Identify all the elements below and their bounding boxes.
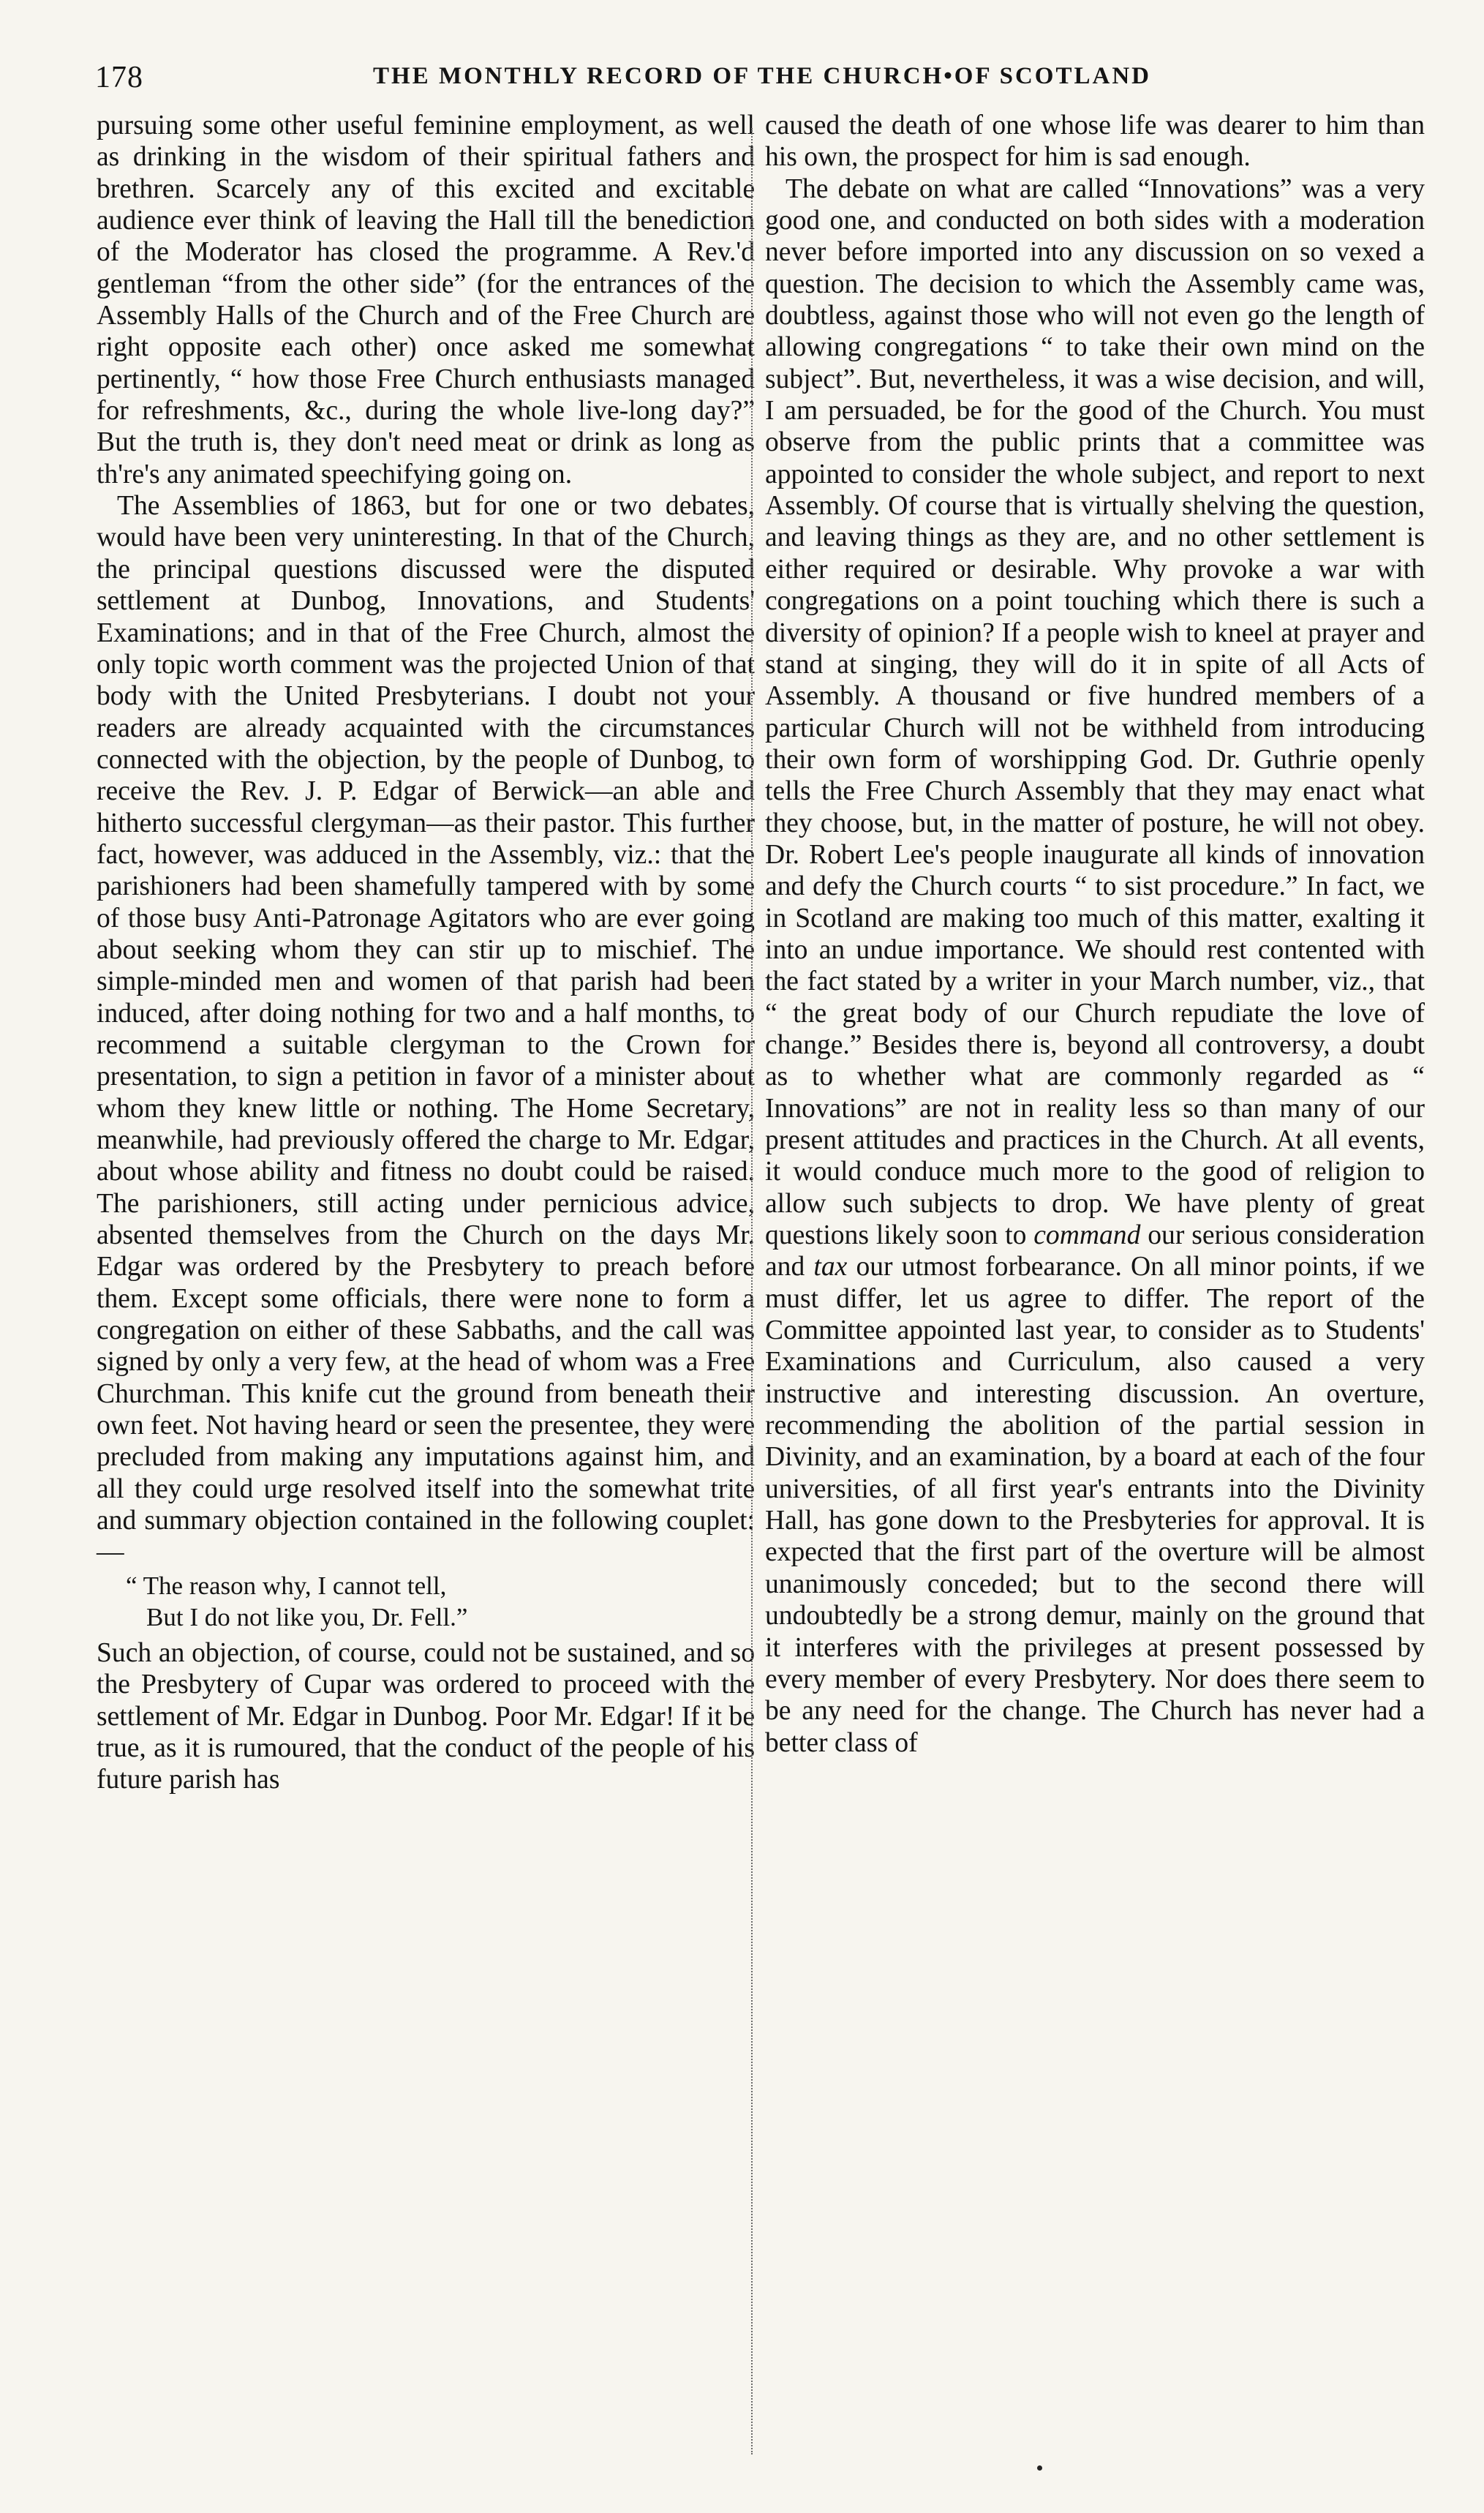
running-title: THE MONTHLY RECORD OF THE CHURCH•OF SCOTLAND xyxy=(373,63,1151,89)
italic-word: tax xyxy=(813,1252,848,1282)
paragraph: caused the death of one whose life was dearer to him than his own, the prospect for him is sad enough. xyxy=(765,110,1425,173)
paragraph-text: The debate on what are called “Innovations” was a very good one, and conducted on both sides with a moderation never before imported into any discussion on so vexed a question. The decision to which the Assembly came was, doubtless, against those who will not even go the length of allowing congregations “ to take their own mind on the subject”. But, nevertheless, it was a wise decision, and will, I am persuaded, be for the good of the Church. You must observe from the public prints that a committee was appointed to consider the whole subject, and report to next Assembly. Of course that is virtually shelving the question, and leaving things as they are, and no other settlement is either required or desirable. Why provoke a war with congregations on a point touching which there is such a diversity of opinion? If a people wish to kneel at prayer and stand at singing, they will do it in spite of all Acts of Assembly. A thousand or five hundred members of a particular Church will not be withheld from introducing their own form of worshipping God. Dr. Guthrie openly tells the Free Church Assembly that they may enact what they choose, but, in the matter of posture, he will not obey. Dr. Robert Lee's people inaugurate all kinds of innovation and defy the Church courts “ to sist procedure.” In fact, we in Scotland are making too much of this matter, exalting it into an undue importance. We should rest contented with the fact stated by a writer in your March number, viz., that “ the great body of our Church repudiate the love of change.” Besides there is, beyond all controversy, a doubt as to whether what are commonly regarded as “ Innovations” are not in reality less so than many of our present attitudes and practices in the Church. At all events, it would conduce much more to the good of religion to allow such subjects to drop. We have plenty of great questions likely soon to xyxy=(765,173,1425,1251)
italic-word: command xyxy=(1033,1220,1141,1251)
paragraph: pursuing some other useful feminine employment, as well as drinking in the wisdom of their spiritual fathers and brethren. Scarcely any of this excited and excitable audience ever think of leaving the Hall till the benediction of the Moderator has closed the programme. A Rev.'d gentleman “from the other side” (for the entrances of the Assembly Halls of the Church and of the Free Church are right opposite each other) once asked me somewhat pertinently, “ how those Free Church enthusiasts managed for refreshments, &c., during the whole live-long day?” But the truth is, they don't need meat or drink as long as th're's any animated speechifying going on. xyxy=(97,110,755,489)
paragraph-text: our serious consideration and xyxy=(765,1220,1425,1282)
column-divider xyxy=(751,128,753,2454)
couplet-quote xyxy=(97,1570,755,1633)
quote-line: But I do not like you, Dr. Fell.” xyxy=(146,1602,468,1631)
right-column xyxy=(765,110,1425,1759)
paragraph: Such an objection, of course, could not be sustained, and so the Presbytery of Cupar was ordered to proceed with the settlement of Mr. Edgar in Dunbog. Poor Mr. Edgar! If it be true, as it is rumoured, that the conduct of the people of his future parish has xyxy=(97,1637,755,1795)
left-column xyxy=(97,110,755,1796)
quote-line: “ The reason why, I cannot tell, xyxy=(126,1571,447,1600)
paragraph-text: our utmost forbearance. On all minor points, if we must differ, let us agree to differ. The report of the Committee appointed last year, to consider as to Students' Examinations and Curriculum, also caused a very instructive and interesting discussion. An overture, recommending the abolition of the partial session in Divinity, and an examination, by a board at each of the four universities, of all first year's entrants into the Divinity Hall, has gone down to the Presbyteries for approval. It is expected that the first part of the overture will be almost unanimously conceded; but to the second there will undoubtedly be a strong demur, mainly on the ground that it interferes with the privileges at present possessed by every member of every Presbytery. Nor does there seem to be any need for the change. The Church has never had a better class of xyxy=(765,1252,1425,1758)
paragraph: The Assemblies of 1863, but for one or two debates, would have been very uninteresting. In that of the Church, the principal questions discussed were the disputed settlement at Dunbog, Innovations, and Students' Examinations; and in that of the Free Church, almost the only topic worth comment was the projected Union of that body with the United Presbyterians. I doubt not your readers are already acquainted with the circumstances connected with the objection, by the people of Dunbog, to receive the Rev. J. P. Edgar of Berwick—an able and hitherto successful clergyman—as their pastor. This further fact, however, was adduced in the Assembly, viz.: that the parishioners had been shamefully tampered with by some of those busy Anti-Patronage Agitators who are ever going about seeking whom they can stir up to mischief. The simple-minded men and women of that parish had been induced, after doing nothing for two and a half months, to recommend a suitable clergyman to the Crown for presentation, to sign a petition in favor of a minister about whom they knew little or nothing. The Home Secretary, meanwhile, had previously offered the charge to Mr. Edgar, about whose ability and fitness no doubt could be raised. The parishioners, still acting under pernicious advice, absented themselves from the Church on the days Mr. Edgar was ordered by the Presbytery to preach before them. Except some officials, there were none to form a congregation on either of these Sabbaths, and the call was signed by only a very few, at the head of whom was a Free Churchman. This knife cut the ground from beneath their own feet. Not having heard or seen the presentee, they were precluded from making any imputations against him, and all they could urge resolved itself into the somewhat trite and summary objection contained in the following couplet:— xyxy=(97,491,755,1568)
page-number: 178 xyxy=(95,61,143,94)
printer-mark xyxy=(1037,2465,1042,2471)
page-header xyxy=(95,57,1419,101)
paragraph xyxy=(765,173,1425,1759)
